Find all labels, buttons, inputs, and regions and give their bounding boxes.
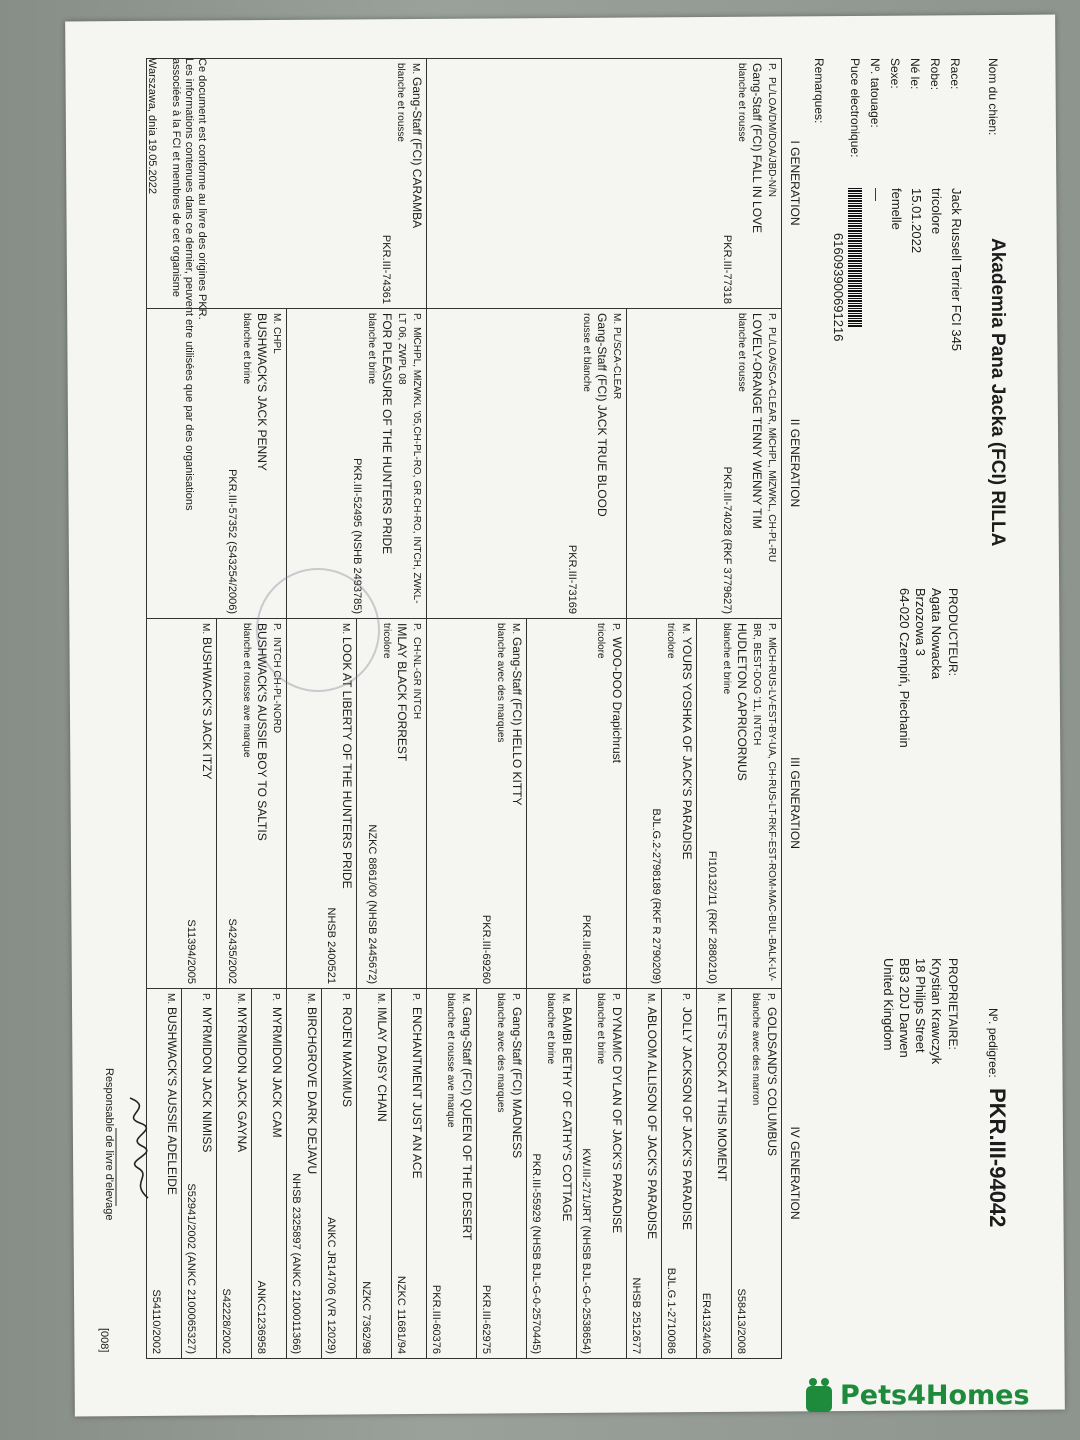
- ancestor-color: rousse et blanche: [581, 313, 592, 392]
- sex-value: femelle: [889, 188, 904, 230]
- ancestor-sex: M.: [715, 993, 726, 1005]
- ancestor-name: Gang-Staff (FCI) HELLO KITTY: [510, 637, 524, 806]
- ancestor-name: ROJEN MAXIMUS: [340, 1007, 354, 1108]
- ancestor-registration: NZKC 7362/98: [360, 1281, 372, 1354]
- ancestor-color: blanche et rousse: [736, 63, 747, 142]
- ancestor-registration: PKR.III-69260: [480, 914, 492, 984]
- ancestor-registration: S52941/2002 (ANKC 2100065327): [185, 1183, 197, 1354]
- tattoo-label: Nº. tatouage:: [868, 58, 882, 128]
- pets4homes-watermark: [804, 1372, 1030, 1418]
- gen-3-heading: III GENERATION: [788, 757, 802, 849]
- gen2-ancestor-cell: [147, 309, 287, 619]
- ancestor-name: Gang-Staff (FCI) FALL IN LOVE: [750, 63, 764, 234]
- gen4-ancestor-cell: [527, 989, 577, 1359]
- ancestor-sex: P.: [765, 993, 776, 1002]
- ancestor-name: BIRCHGROVE DARK DEJAVU: [305, 1007, 319, 1175]
- ancestor-color: blanche avec des marques: [495, 993, 506, 1113]
- gen4-ancestor-cell: [697, 989, 732, 1359]
- ancestor-registration: ER41324/06: [700, 1292, 712, 1354]
- ancestor-sex: P.: [510, 993, 521, 1002]
- ancestor-sex: P.: [200, 993, 211, 1002]
- ancestor-sex: M.: [560, 993, 571, 1005]
- ancestor-color: blanche et brine: [366, 313, 377, 385]
- ancestor-registration: PKR.III-73169: [566, 544, 578, 614]
- ancestor-registration: S54110/2002: [150, 1289, 162, 1354]
- ancestor-registration: BJL.G.1-2710086: [665, 1267, 677, 1354]
- ancestor-registration: S58413/2008: [735, 1288, 747, 1354]
- ancestor-color: tricolore: [665, 623, 676, 659]
- ancestor-titles: PL/SCA-CLEAR: [611, 327, 622, 400]
- ancestor-sex: P.: [680, 993, 691, 1002]
- ancestor-registration: NHSB 2325897 (ANKC 2100011366): [290, 1173, 302, 1354]
- ancestor-sex: P.: [411, 313, 422, 322]
- gen4-ancestor-cell: [322, 989, 357, 1359]
- ancestor-registration: S42228/2002: [220, 1288, 232, 1354]
- ancestor-sex: P.: [766, 63, 777, 72]
- pedigree-no-label: Nº. pedigree:: [986, 1008, 1000, 1078]
- gen4-ancestor-cell: [732, 989, 782, 1359]
- owner-line-2: 18 Philips Street: [913, 958, 928, 1053]
- chip-value: 616093900691216: [831, 233, 846, 342]
- ancestor-name: Gang-Staff (FCI) MADNESS: [510, 1007, 524, 1159]
- ancestor-name: MYRMIDON JACK GAYNA: [235, 1007, 249, 1153]
- ancestor-color: blanche et rousse ave marque: [241, 623, 252, 758]
- document-title: Akademia Pana Jacka (FCI) RILLA: [987, 238, 1008, 547]
- ancestor-titles: INTCH CH-PL-NORD: [271, 637, 282, 734]
- ancestor-color: blanche et brine: [545, 993, 556, 1065]
- ancestor-titles: CHPL: [271, 327, 282, 354]
- gen3-ancestor-cell: [697, 619, 782, 989]
- ancestor-name: BUSHWACK'S JACK PENNY: [255, 313, 269, 471]
- owner-heading: PROPRIETAIRE:: [946, 958, 960, 1050]
- ancestor-name: IMLAY DAISY CHAIN: [375, 1007, 389, 1122]
- ancestor-name: ABLOOM ALLISON OF JACK'S PARADISE: [645, 1007, 659, 1240]
- ancestor-sex: P.: [610, 993, 621, 1002]
- gen-2-heading: II GENERATION: [788, 418, 802, 508]
- ancestor-name: MYRMIDON JACK NIMISS: [200, 1007, 214, 1153]
- ancestor-name: BUSHWACK'S JACK ITZY: [200, 637, 214, 780]
- ancestor-name: HUDLETON CAPRICORNUS: [735, 623, 749, 781]
- gen4-ancestor-cell: [287, 989, 322, 1359]
- ancestor-color: blanche avec des marron: [750, 993, 761, 1106]
- ancestor-name: IMLAY BLACK FORREST: [395, 623, 409, 762]
- gen4-ancestor-cell: [252, 989, 287, 1359]
- ancestor-sex: M.: [305, 993, 316, 1005]
- dog-name-label: Nom du chien:: [986, 58, 1000, 136]
- ancestor-sex: P.: [610, 623, 621, 632]
- gen3-ancestor-cell: [147, 619, 217, 989]
- footer-line-3: associées à la FCI et membres de cet organisme: [170, 58, 182, 298]
- pedigree-number: PKR.III-94042: [985, 1088, 1010, 1228]
- ancestor-color: tricolore: [595, 623, 606, 659]
- ancestor-sex: M.: [271, 313, 282, 325]
- ancestor-name: BUSHWACK'S AUSSIE ADELEIDE: [165, 1007, 179, 1195]
- gen3-ancestor-cell: [357, 619, 427, 989]
- gen4-ancestor-cell: [427, 989, 477, 1359]
- ancestor-name: YOURS YOSHKA OF JACK'S PARADISE: [680, 637, 694, 860]
- gen4-ancestor-cell: [577, 989, 627, 1359]
- ancestor-name: LOVELY-ORANGE TENNY WENNY TIM: [750, 313, 764, 529]
- ancestor-registration: PKR.III-60619: [580, 914, 592, 984]
- ancestor-name: ENCHANTMENT JUST AN ACE: [410, 1007, 424, 1179]
- ancestor-titles: MłCH-RUS-LV-EST-BY-UA, CH-RUS-LT-RKF-EST-ROM-MAC-BUL-BALK-LV-BR, BEST-DOG '11, INTCH: [751, 623, 777, 982]
- ancestor-sex: M.: [460, 993, 471, 1005]
- ancestor-registration: ANKC1236958: [255, 1280, 267, 1354]
- gen4-ancestor-cell: [662, 989, 697, 1359]
- ancestor-sex: M.: [645, 993, 656, 1005]
- ancestor-registration: ANKC JR14706 (VR 12029): [325, 1217, 337, 1354]
- ancestor-registration: NHSB 2400521: [325, 907, 337, 984]
- born-value: 15.01.2022: [909, 188, 924, 254]
- ancestor-name: WOO-DOO Drapichrust: [610, 637, 624, 764]
- handwritten-signature: [110, 1088, 160, 1208]
- ancestor-registration: PKR.III-74028 (RKF 3779627): [721, 466, 733, 614]
- owner-line-3: BB3 2DJ Darwen: [897, 958, 912, 1058]
- gen4-ancestor-cell: [627, 989, 662, 1359]
- ancestor-titles: PL/LOA/DM/DOA/JBD-N/N: [766, 77, 777, 198]
- ancestor-sex: M.: [680, 623, 691, 635]
- ancestor-color: blanche et brine: [721, 623, 732, 695]
- ancestor-sex: M.: [611, 313, 622, 325]
- ancestor-sex: P.: [340, 993, 351, 1002]
- pedigree-row: [392, 59, 427, 1359]
- ancestor-registration: PKR.III-52495 (NSHB 2493785): [351, 458, 363, 614]
- ancestor-name: MYRMIDON JACK CAM: [270, 1007, 284, 1138]
- ancestor-sex: P.: [766, 313, 777, 322]
- ancestor-name: Gang-Staff (FCI) QUEEN OF THE DESERT: [460, 1007, 474, 1241]
- ancestor-registration: NHSB 2512677: [630, 1277, 642, 1354]
- producer-line-1: Agata Nowacka: [929, 588, 944, 680]
- ancestor-titles: PL/LOA/SCA-CLEAR, MłCHPL, MłZWKL, CH-PL-RU: [766, 327, 777, 563]
- ancestor-registration: PKR.III-60376: [430, 1284, 442, 1354]
- gen4-ancestor-cell: [357, 989, 392, 1359]
- ancestor-sex: M.: [235, 993, 246, 1005]
- chip-label: Puce electronique:: [848, 58, 862, 158]
- gen3-ancestor-cell: [427, 619, 527, 989]
- ancestor-registration: PKR.III-57352 (S43254/2006): [226, 469, 238, 614]
- born-label: Né le:: [908, 58, 922, 90]
- ancestor-registration: NZKC 11681/94: [395, 1275, 407, 1354]
- ancestor-sex: M.: [165, 993, 176, 1005]
- coat-value: tricolore: [929, 188, 944, 235]
- pedigree-table: [146, 58, 782, 1359]
- gen-1-heading: I GENERATION: [788, 140, 802, 226]
- gen1-ancestor-cell: [427, 59, 782, 309]
- gen4-ancestor-cell: [392, 989, 427, 1359]
- remarks-label: Remarques:: [812, 58, 826, 124]
- ancestor-registration: PKR.III-77318: [721, 234, 733, 304]
- ancestor-registration: S42435/2002: [226, 918, 238, 984]
- ancestor-color: blanche et brine: [241, 313, 252, 385]
- ancestor-registration: BJL.G.2-2798189 (RKF R 2790209): [650, 808, 662, 984]
- ancestor-sex: P.: [271, 623, 282, 632]
- footer-responsible: Responsable de livre d'elevage: [103, 1068, 115, 1221]
- gen2-ancestor-cell: [427, 309, 627, 619]
- ancestor-name: BAMBI BETHY OF CATHY'S COTTAGE: [560, 1007, 574, 1222]
- sex-label: Sexe:: [888, 58, 902, 89]
- ancestor-titles: MłCHPL, MłZWKL '05,CH-PL-RO, GR.CH-RO, INTCH, ZWKL-LT 06, ZWPL 08: [396, 313, 422, 604]
- gen2-ancestor-cell: [627, 309, 782, 619]
- pedigree-row: [732, 59, 782, 1359]
- ancestor-sex: M.: [340, 623, 351, 635]
- ancestor-name: BUSHWACK'S AUSSIE BOY TO SALTIS: [255, 623, 269, 841]
- breed-label: Race:: [948, 58, 962, 90]
- footer-line-1: Ce document est conforme au livre des origines PKR.: [196, 58, 208, 320]
- ancestor-sex: M.: [200, 623, 211, 635]
- pets4homes-logo-icon: [804, 1376, 834, 1414]
- ancestor-sex: P.: [411, 623, 422, 632]
- ancestor-name: DYNAMIC DYLAN OF JACK'S PARADISE: [610, 1007, 624, 1234]
- ancestor-color: blanche et rousse: [736, 313, 747, 392]
- ancestor-registration: PKR.III-55929 (NHSB BJL-G-0-2570445): [530, 1153, 542, 1354]
- official-stamp: [256, 568, 380, 692]
- gen4-ancestor-cell: [182, 989, 217, 1359]
- producer-heading: PRODUCTEUR:: [946, 588, 960, 677]
- ancestor-sex: P.: [766, 623, 777, 632]
- ancestor-color: blanche et rousse ave marque: [445, 993, 456, 1128]
- gen3-ancestor-cell: [627, 619, 697, 989]
- ancestor-name: LET'S ROCK AT THIS MOMENT: [715, 1007, 729, 1182]
- coat-label: Robe:: [928, 58, 942, 91]
- ancestor-name: Gang-Staff (FCI) JACK TRUE BLOOD: [595, 313, 609, 517]
- ancestor-color: blanche et brine: [595, 993, 606, 1065]
- ancestor-color: blanche avec des marques: [495, 623, 506, 743]
- gen4-ancestor-cell: [477, 989, 527, 1359]
- ancestor-name: GOLDSAND'S COLUMBUS: [765, 1007, 779, 1156]
- ancestor-registration: S11394/2005: [185, 919, 197, 984]
- pedigree-document: [80, 28, 1020, 1388]
- ancestor-registration: PKR.III-62975: [480, 1284, 492, 1354]
- producer-line-2: Brzozowa 3: [913, 588, 928, 656]
- ancestor-name: FOR PLEASURE OF THE HUNTERS PRIDE: [380, 313, 394, 555]
- ancestor-registration: KW.III-271/JRT (NHSB BJL-G-0-2538654): [580, 1148, 592, 1354]
- ancestor-sex: M.: [410, 63, 421, 75]
- ancestor-name: Gang-Staff (FCI) CARAMBA: [410, 77, 424, 229]
- pets4homes-logo-text: Pets4Homes: [840, 1379, 1030, 1411]
- ancestor-name: LOOK AT LIBERTY OF THE HUNTERS PRIDE: [340, 637, 354, 889]
- footer-place-date: Warszawa, dnia 19.05.2022: [146, 58, 158, 194]
- ancestor-registration: FI10132/11 (RKF 2880210): [706, 850, 718, 984]
- owner-line-1: Krystian Krawczyk: [929, 958, 944, 1065]
- footer-line-2: Les informations contenues dans ce dernier, peuvent etre utilisées que par des organisations: [183, 58, 195, 511]
- breed-value: Jack Russell Terrier FCI 345: [949, 188, 964, 352]
- owner-line-4: United Kingdom: [881, 958, 896, 1051]
- ancestor-registration: PKR.III-74361: [380, 234, 392, 304]
- producer-line-3: 64-020 Czempiń, Piechanin: [897, 588, 912, 748]
- tattoo-value: —: [869, 188, 884, 201]
- gen3-ancestor-cell: [527, 619, 627, 989]
- footer-page-number: [008]: [98, 1328, 110, 1353]
- ancestor-sex: P.: [410, 993, 421, 1002]
- chip-barcode: [848, 188, 862, 328]
- ancestor-titles: CH-NL-GR INTCH: [411, 637, 422, 720]
- gen4-ancestor-cell: [217, 989, 252, 1359]
- ancestor-color: blanche et rousse: [395, 63, 406, 142]
- ancestor-color: tricolore: [381, 623, 392, 659]
- ancestor-sex: M.: [510, 623, 521, 635]
- ancestor-registration: NZKC 8861/00 (NHSB 2445672): [366, 824, 378, 984]
- gen-4-heading: IV GENERATION: [788, 1126, 802, 1220]
- ancestor-sex: M.: [375, 993, 386, 1005]
- ancestor-name: JOLLY JACKSON OF JACK'S PARADISE: [680, 1007, 694, 1231]
- ancestor-sex: P.: [270, 993, 281, 1002]
